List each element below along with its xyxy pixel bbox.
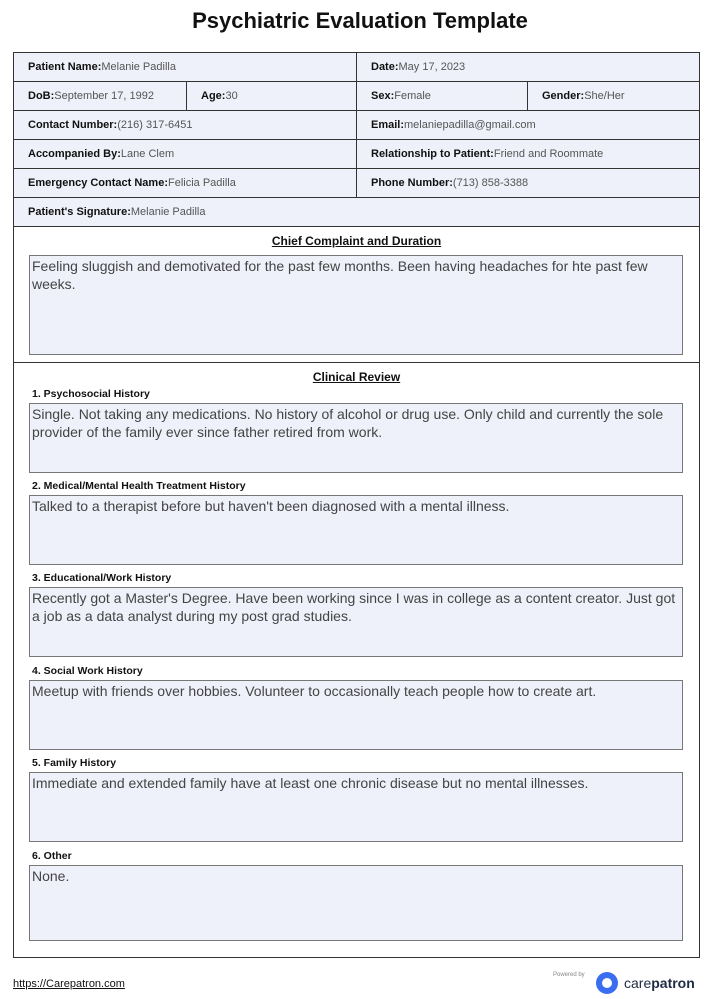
other-label: 6. Other: [32, 850, 72, 862]
dob-value: September 17, 1992: [54, 90, 154, 102]
row-contact-email: [14, 111, 699, 140]
row-name-date: [14, 53, 699, 82]
row-signature: [14, 198, 699, 227]
chief-complaint-heading: Chief Complaint and Duration: [271, 234, 442, 248]
evaluation-form: [13, 52, 700, 958]
social-work-history-textbox[interactable]: Meetup with friends over hobbies. Volunteer to occasionally teach people how to create art.: [29, 680, 683, 750]
sex-field[interactable]: [356, 82, 527, 110]
date-field[interactable]: [356, 53, 699, 81]
email-field[interactable]: [356, 111, 699, 139]
clinical-review-heading: Clinical Review: [312, 370, 401, 384]
brand-suffix: patron: [651, 975, 695, 991]
educational-history-label: 3. Educational/Work History: [32, 572, 172, 584]
phone-number-field[interactable]: [356, 169, 699, 197]
relationship-label: Relationship to Patient:: [371, 148, 494, 160]
gender-field[interactable]: [527, 82, 699, 110]
carepatron-logo-text: [624, 975, 695, 991]
emergency-contact-value: Felicia Padilla: [168, 177, 236, 189]
row-accompanied-relationship: [14, 140, 699, 169]
contact-number-field[interactable]: [14, 111, 356, 139]
psychosocial-history-textbox[interactable]: Single. Not taking any medications. No history of alcohol or drug use. Only child and currently the sole provider of the family ever since father retired from work.: [29, 403, 683, 473]
row-dob-age-sex-gender: [14, 82, 699, 111]
phone-number-label: Phone Number:: [371, 177, 453, 189]
accompanied-by-field[interactable]: [14, 140, 356, 168]
patient-name-label: Patient Name:: [28, 61, 102, 73]
powered-by-text: Powered by: [553, 972, 585, 978]
gender-value: She/Her: [584, 90, 625, 102]
contact-number-value: (216) 317-6451: [117, 119, 193, 131]
patient-name-value: Melanie Padilla: [101, 61, 176, 73]
family-history-label: 5. Family History: [32, 757, 117, 769]
dob-field[interactable]: [14, 82, 186, 110]
sex-value: Female: [394, 90, 431, 102]
sex-label: Sex:: [371, 90, 395, 102]
date-value: May 17, 2023: [398, 61, 466, 73]
email-value: melaniepadilla@gmail.com: [404, 119, 536, 131]
family-history-textbox[interactable]: Immediate and extended family have at least one chronic disease but no mental illnesses.: [29, 772, 683, 842]
carepatron-logo-icon: [596, 972, 618, 994]
email-label: Email:: [371, 119, 405, 131]
signature-value: Melanie Padilla: [130, 206, 206, 218]
social-work-history-label: 4. Social Work History: [32, 665, 143, 677]
other-textbox[interactable]: None.: [29, 865, 683, 941]
phone-number-value: (713) 858-3388: [452, 177, 529, 189]
educational-history-textbox[interactable]: Recently got a Master's Degree. Have been working since I was in college as a content creator. Just got a job as a data analyst during my post grad studies.: [29, 587, 683, 657]
relationship-field[interactable]: [356, 140, 699, 168]
medical-history-textbox[interactable]: Talked to a therapist before but haven't been diagnosed with a mental illness.: [29, 495, 683, 565]
signature-label: Patient's Signature:: [28, 206, 131, 218]
age-label: Age:: [201, 90, 226, 102]
row-emergency-phone: [14, 169, 699, 198]
psychosocial-history-label: 1. Psychosocial History: [32, 388, 150, 400]
date-label: Date:: [371, 61, 399, 73]
chief-complaint-textbox[interactable]: Feeling sluggish and demotivated for the past few months. Been having headaches for hte past few weeks.: [29, 255, 683, 355]
brand-prefix: care: [624, 975, 652, 991]
document-title: Psychiatric Evaluation Template: [192, 8, 528, 33]
chief-complaint-section: [14, 227, 699, 363]
accompanied-by-label: Accompanied By:: [28, 148, 121, 160]
signature-field[interactable]: [14, 198, 699, 226]
patient-name-field[interactable]: [14, 53, 356, 81]
gender-label: Gender:: [542, 90, 585, 102]
medical-history-label: 2. Medical/Mental Health Treatment History: [32, 480, 246, 492]
accompanied-by-value: Lane Clem: [120, 148, 175, 160]
dob-label: DoB:: [28, 90, 55, 102]
relationship-value: Friend and Roommate: [493, 148, 604, 160]
contact-number-label: Contact Number:: [28, 119, 118, 131]
emergency-contact-field[interactable]: [14, 169, 356, 197]
age-field[interactable]: [186, 82, 356, 110]
emergency-contact-label: Emergency Contact Name:: [28, 177, 168, 189]
carepatron-link[interactable]: https://Carepatron.com: [13, 978, 125, 990]
age-value: 30: [225, 90, 238, 102]
